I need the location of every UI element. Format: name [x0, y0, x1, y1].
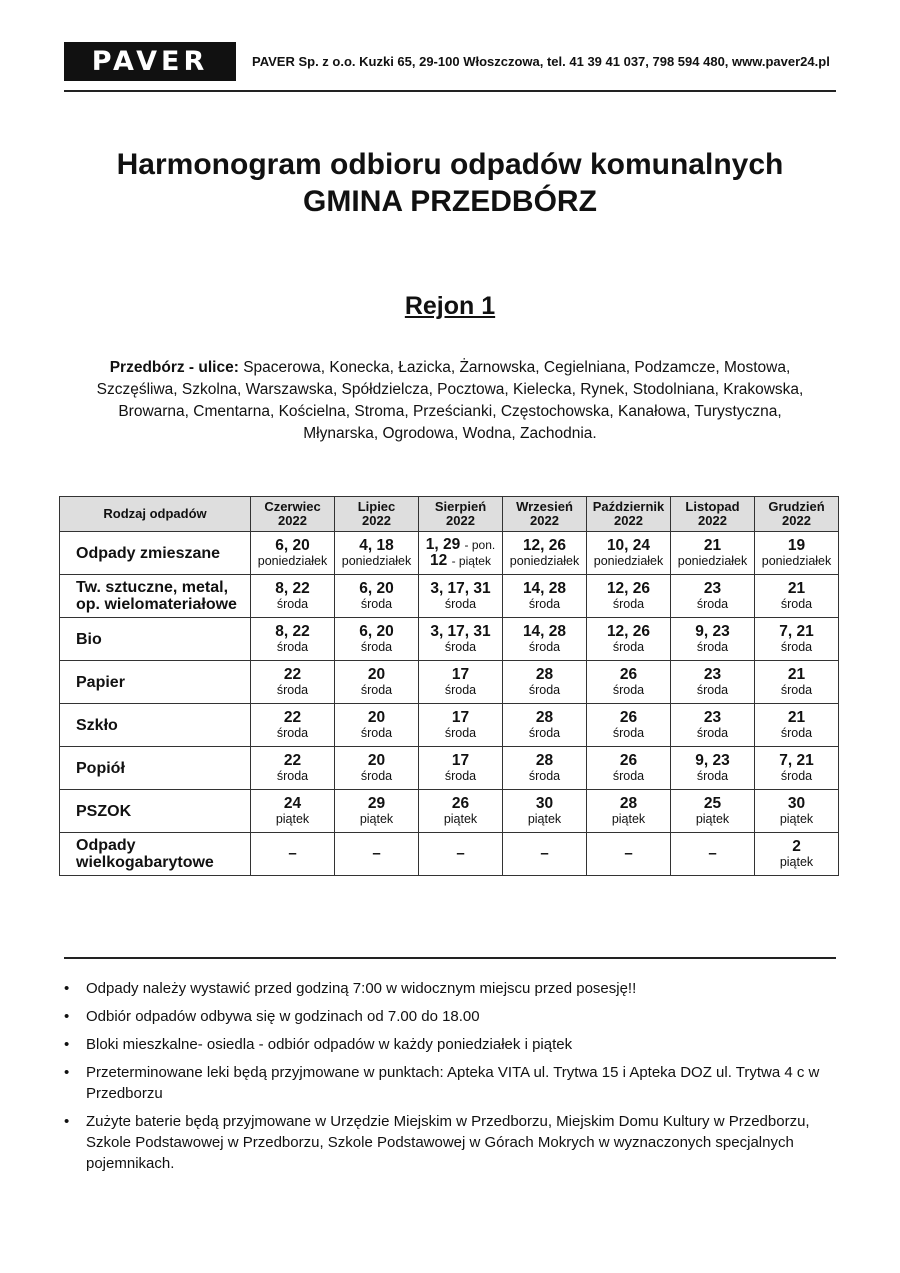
date-cell [503, 618, 587, 661]
date-cell [251, 661, 335, 704]
pickup-days: 30 [787, 795, 806, 812]
pickup-days: – [624, 845, 633, 862]
month-name: Wrzesień [516, 499, 573, 514]
date-cell [755, 704, 839, 747]
pickup-weekday: poniedziałek [761, 554, 832, 568]
column-header-waste-type: Rodzaj odpadów [60, 497, 251, 532]
pickup-weekday: - piątek [451, 554, 491, 568]
document-title [0, 146, 900, 220]
column-header-month [587, 497, 671, 532]
date-cell [251, 790, 335, 833]
schedule-table [59, 496, 839, 876]
pickup-weekday: środa [360, 769, 393, 783]
pickup-weekday: piątek [779, 855, 814, 869]
pickup-days: 20 [367, 752, 386, 769]
table-row [60, 618, 839, 661]
month-year: 2022 [446, 513, 475, 528]
date-cell [587, 575, 671, 618]
pickup-weekday: piątek [443, 812, 478, 826]
pickup-weekday: środa [612, 640, 645, 654]
date-cell [755, 747, 839, 790]
date-line [419, 553, 502, 569]
pickup-weekday: - pon. [464, 538, 496, 552]
notes-list [62, 978, 822, 1181]
waste-type-line: Tw. sztuczne, metal, [76, 579, 229, 596]
table-row [60, 833, 839, 876]
date-cell [671, 532, 755, 575]
logo-text: PAVER [91, 46, 209, 77]
pickup-days: 23 [703, 580, 722, 597]
pickup-days: 23 [703, 709, 722, 726]
date-cell [755, 661, 839, 704]
pickup-weekday: środa [444, 769, 477, 783]
divider [64, 957, 836, 959]
date-cell [671, 747, 755, 790]
pickup-weekday: środa [780, 597, 813, 611]
table-row [60, 790, 839, 833]
pickup-days: 24 [283, 795, 302, 812]
pickup-days: 29 [367, 795, 386, 812]
pickup-days: 7, 21 [779, 752, 814, 769]
title-line-1: Harmonogram odbioru odpadów komunalnych [116, 148, 784, 181]
note-item: • Odpady należy wystawić przed godziną 7:00 w widocznym miejscu przed posesję!! [62, 978, 822, 999]
pickup-days: 14, 28 [522, 623, 567, 640]
column-header-month [335, 497, 419, 532]
pickup-days: 28 [535, 752, 554, 769]
date-cell [587, 747, 671, 790]
waste-type-line: Odpady [76, 837, 136, 854]
pickup-days: 2 [792, 838, 801, 855]
month-year: 2022 [782, 513, 811, 528]
pickup-days: 26 [619, 666, 638, 683]
title-line-2: GMINA PRZEDBÓRZ [303, 185, 597, 218]
month-name: Lipiec [357, 499, 396, 514]
date-cell [335, 833, 419, 876]
date-cell [587, 833, 671, 876]
pickup-weekday: piątek [527, 812, 562, 826]
pickup-weekday: środa [360, 726, 393, 740]
column-header-month [419, 497, 503, 532]
pickup-days: 22 [283, 752, 302, 769]
table-row [60, 575, 839, 618]
waste-type-line: wielkogabarytowe [76, 854, 214, 871]
pickup-days: 12, 26 [606, 623, 651, 640]
pickup-days: 28 [535, 709, 554, 726]
pickup-days: 20 [367, 709, 386, 726]
date-cell [419, 575, 503, 618]
region-heading: Rejon 1 [404, 292, 496, 320]
date-cell [251, 618, 335, 661]
pickup-weekday: środa [444, 726, 477, 740]
date-cell [503, 532, 587, 575]
date-cell [587, 532, 671, 575]
streets-text: Spacerowa, Konecka, Łazicka, Żarnowska, Cegielniana, Podzamcze, Mostowa, Szczęśliwa, Szkolna, Warszawska, Spółdzielcza, Pocztowa, Kielecka, Rynek, Stodolniana, Krakowska, Browarna, Cmentarna, Kościelna, Stroma, Prześcianki, Częstochowska, Kanałowa, Turystyczna, Młynarska, Ogrodowa, Wodna, Zachodnia. [96, 359, 804, 442]
month-name: Październik [592, 499, 665, 514]
pickup-weekday: środa [612, 769, 645, 783]
column-header-month [755, 497, 839, 532]
month-year: 2022 [278, 513, 307, 528]
date-cell [755, 532, 839, 575]
month-name: Sierpień [434, 499, 487, 514]
date-cell [755, 618, 839, 661]
pickup-weekday: piątek [695, 812, 730, 826]
pickup-days: 26 [619, 752, 638, 769]
waste-type-cell: Bio [60, 618, 251, 661]
pickup-days: 17 [451, 752, 470, 769]
date-cell [419, 790, 503, 833]
pickup-days: 21 [787, 666, 806, 683]
date-cell [419, 618, 503, 661]
date-cell [419, 833, 503, 876]
pickup-days: 22 [283, 666, 302, 683]
date-cell [503, 790, 587, 833]
company-info: PAVER Sp. z o.o. Kuzki 65, 29-100 Włoszczowa, tel. 41 39 41 037, 798 594 480, www.paver24.pl [252, 54, 830, 69]
date-cell [503, 661, 587, 704]
pickup-weekday: środa [276, 726, 309, 740]
pickup-weekday: środa [528, 683, 561, 697]
month-name: Listopad [685, 499, 740, 514]
date-cell [671, 661, 755, 704]
pickup-weekday: poniedziałek [509, 554, 580, 568]
pickup-weekday: środa [276, 683, 309, 697]
pickup-weekday: środa [696, 597, 729, 611]
month-year: 2022 [614, 513, 643, 528]
pickup-weekday: środa [528, 597, 561, 611]
pickup-days: 19 [787, 537, 806, 554]
pickup-weekday: piątek [359, 812, 394, 826]
month-name: Grudzień [768, 499, 825, 514]
pickup-weekday: piątek [275, 812, 310, 826]
streets-label: Przedbórz - ulice: [109, 359, 239, 376]
pickup-weekday: poniedziałek [341, 554, 412, 568]
pickup-weekday: środa [360, 640, 393, 654]
waste-type-cell: Odpady zmieszane [60, 532, 251, 575]
date-cell [587, 704, 671, 747]
date-cell [419, 704, 503, 747]
pickup-days: – [540, 845, 549, 862]
column-header-month [671, 497, 755, 532]
pickup-days: 3, 17, 31 [430, 623, 491, 640]
waste-type-cell: Papier [60, 661, 251, 704]
pickup-days: 10, 24 [606, 537, 651, 554]
date-cell [671, 790, 755, 833]
date-cell [251, 747, 335, 790]
date-cell [503, 747, 587, 790]
date-cell [503, 833, 587, 876]
pickup-days: 21 [703, 537, 722, 554]
pickup-days: 30 [535, 795, 554, 812]
pickup-days: 17 [451, 666, 470, 683]
date-cell [419, 661, 503, 704]
table-row [60, 704, 839, 747]
pickup-weekday: środa [696, 683, 729, 697]
pickup-days: 6, 20 [359, 580, 394, 597]
pickup-weekday: środa [612, 726, 645, 740]
pickup-days: 3, 17, 31 [430, 580, 491, 597]
date-cell [419, 532, 503, 575]
note-item: • Przeterminowane leki będą przyjmowane w punktach: Apteka VITA ul. Trytwa 15 i Apteka DOZ ul. Trytwa 4 c w Przedborzu [62, 1062, 822, 1104]
date-cell [251, 704, 335, 747]
pickup-days: 7, 21 [779, 623, 814, 640]
pickup-weekday: środa [612, 683, 645, 697]
pickup-days: 8, 22 [275, 623, 310, 640]
pickup-days: – [372, 845, 381, 862]
month-year: 2022 [698, 513, 727, 528]
column-header-month [503, 497, 587, 532]
note-item: • Zużyte baterie będą przyjmowane w Urzędzie Miejskim w Przedborzu, Miejskim Domu Kultury w Przedborzu, Szkole Podstawowej w Przedborzu, Szkole Podstawowej w Górach Mokrych w wyznaczonych specjalnych pojemnikach. [62, 1111, 822, 1174]
note-item: • Bloki mieszkalne- osiedla - odbiór odpadów w każdy poniedziałek i piątek [62, 1034, 822, 1055]
pickup-days: 20 [367, 666, 386, 683]
month-year: 2022 [362, 513, 391, 528]
page-header [64, 42, 836, 92]
pickup-weekday: środa [360, 597, 393, 611]
date-cell [671, 833, 755, 876]
pickup-weekday: środa [444, 640, 477, 654]
date-cell [503, 704, 587, 747]
pickup-days: 6, 20 [359, 623, 394, 640]
pickup-weekday: środa [276, 769, 309, 783]
date-cell [671, 618, 755, 661]
pickup-days: – [708, 845, 717, 862]
pickup-days: 4, 18 [359, 537, 394, 554]
date-cell [335, 575, 419, 618]
date-cell [419, 747, 503, 790]
date-cell [671, 704, 755, 747]
date-cell [335, 747, 419, 790]
pickup-days: 12, 26 [522, 537, 567, 554]
schedule-body [60, 532, 839, 876]
pickup-weekday: piątek [779, 812, 814, 826]
date-cell [755, 833, 839, 876]
pickup-days: 28 [535, 666, 554, 683]
pickup-days: 23 [703, 666, 722, 683]
pickup-days: 21 [787, 709, 806, 726]
pickup-weekday: środa [276, 640, 309, 654]
pickup-days: 8, 22 [275, 580, 310, 597]
waste-type-cell [60, 575, 251, 618]
waste-type-cell [60, 833, 251, 876]
pickup-weekday: środa [360, 683, 393, 697]
month-name: Czerwiec [264, 499, 321, 514]
column-header-month [251, 497, 335, 532]
pickup-days: 6, 20 [275, 537, 310, 554]
date-cell [335, 532, 419, 575]
pickup-days: 9, 23 [695, 752, 730, 769]
pickup-days: 9, 23 [695, 623, 730, 640]
pickup-weekday: środa [444, 597, 477, 611]
pickup-days: 1, 29 [425, 536, 461, 553]
pickup-days: 26 [619, 709, 638, 726]
pickup-weekday: środa [780, 683, 813, 697]
pickup-weekday: środa [528, 769, 561, 783]
pickup-weekday: środa [612, 597, 645, 611]
date-cell [587, 618, 671, 661]
pickup-weekday: środa [780, 769, 813, 783]
pickup-weekday: środa [780, 726, 813, 740]
pickup-weekday: środa [276, 597, 309, 611]
date-cell [587, 790, 671, 833]
table-header-row [60, 497, 839, 532]
pickup-days: 25 [703, 795, 722, 812]
pickup-days: 28 [619, 795, 638, 812]
pickup-weekday: poniedziałek [677, 554, 748, 568]
date-line [419, 537, 502, 553]
pickup-weekday: poniedziałek [257, 554, 328, 568]
pickup-days: 14, 28 [522, 580, 567, 597]
pickup-weekday: poniedziałek [593, 554, 664, 568]
pickup-weekday: środa [696, 726, 729, 740]
pickup-weekday: środa [444, 683, 477, 697]
paver-logo [64, 42, 236, 81]
date-cell [587, 661, 671, 704]
table-row [60, 747, 839, 790]
pickup-weekday: środa [528, 640, 561, 654]
table-row [60, 661, 839, 704]
date-cell [335, 661, 419, 704]
date-cell [503, 575, 587, 618]
pickup-weekday: piątek [611, 812, 646, 826]
pickup-days: 22 [283, 709, 302, 726]
date-cell [251, 575, 335, 618]
pickup-days: 12, 26 [606, 580, 651, 597]
date-cell [251, 833, 335, 876]
date-cell [755, 790, 839, 833]
date-cell [335, 618, 419, 661]
waste-type-line: op. wielomateriałowe [76, 596, 237, 613]
pickup-days: 12 [430, 552, 448, 569]
pickup-days: – [456, 845, 465, 862]
pickup-days: 17 [451, 709, 470, 726]
pickup-days: 21 [787, 580, 806, 597]
date-cell [335, 790, 419, 833]
streets-list [90, 357, 810, 445]
pickup-weekday: środa [780, 640, 813, 654]
date-cell [755, 575, 839, 618]
date-cell [335, 704, 419, 747]
table-row [60, 532, 839, 575]
waste-type-cell: Szkło [60, 704, 251, 747]
date-cell [251, 532, 335, 575]
date-cell [671, 575, 755, 618]
waste-type-cell: Popiół [60, 747, 251, 790]
month-year: 2022 [530, 513, 559, 528]
pickup-days: 26 [451, 795, 470, 812]
pickup-weekday: środa [696, 769, 729, 783]
pickup-weekday: środa [696, 640, 729, 654]
pickup-weekday: środa [528, 726, 561, 740]
waste-type-cell: PSZOK [60, 790, 251, 833]
note-item: • Odbiór odpadów odbywa się w godzinach od 7.00 do 18.00 [62, 1006, 822, 1027]
pickup-days: – [288, 845, 297, 862]
